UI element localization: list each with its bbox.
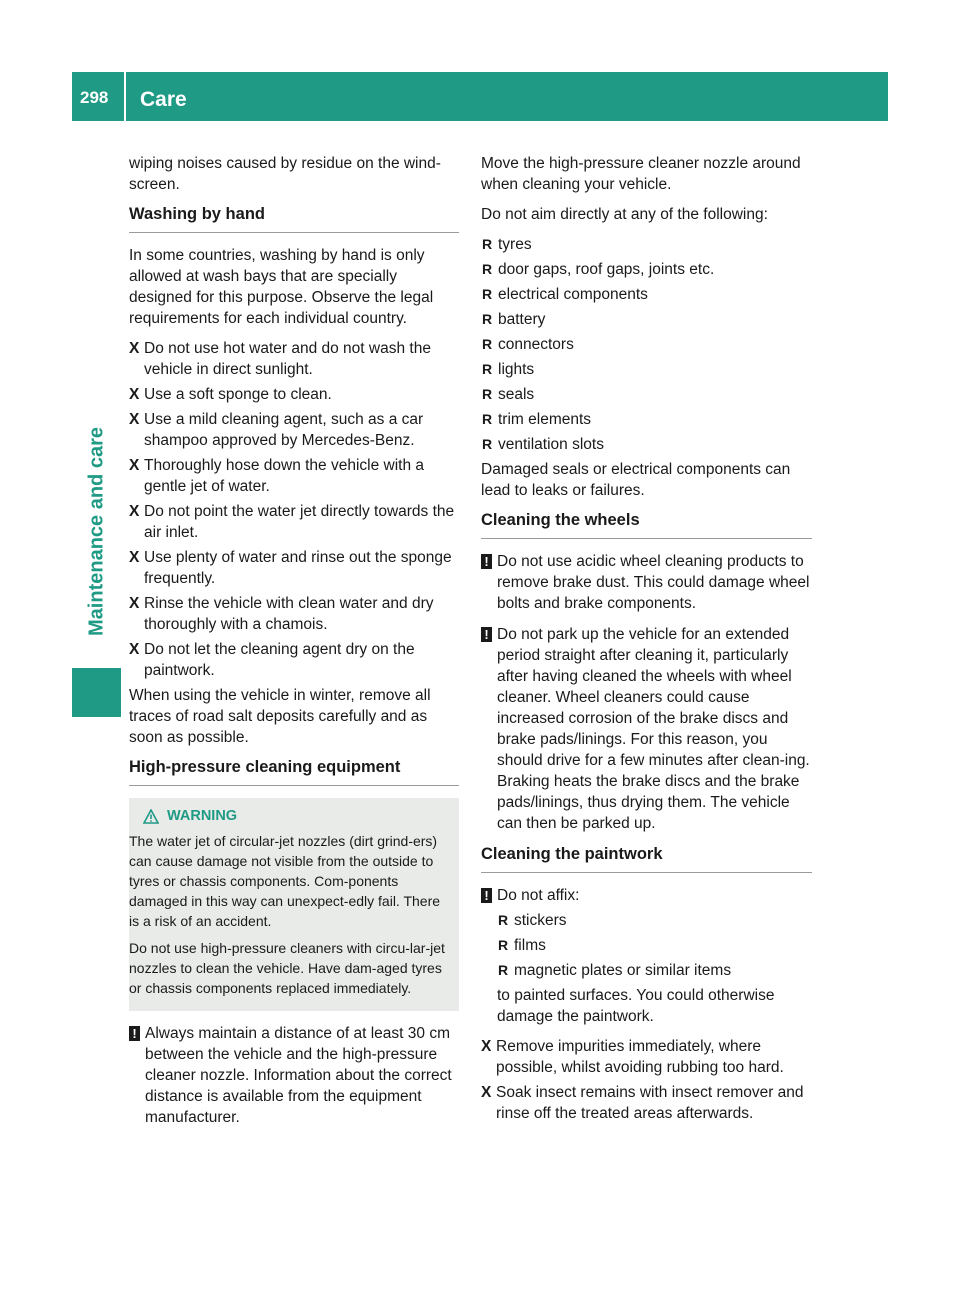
exclamation-icon: ! (129, 1026, 140, 1041)
warning-box (129, 798, 459, 1011)
bullet-marker-icon: R (482, 411, 493, 427)
exclamation-icon: ! (481, 554, 492, 569)
bullet-item: R lights (482, 361, 535, 378)
section-heading: Cleaning the paintwork (481, 844, 812, 873)
page-title: Care (140, 88, 187, 111)
note-item: ! Do not use acidic wheel cleaning products to remove brake dust. This could damage wheel bolts and brake components. (481, 551, 812, 614)
bullet-item: R tyres (482, 236, 532, 253)
bullet-marker-icon: R (498, 912, 509, 928)
bullet-item: R battery (482, 311, 546, 328)
bullet-marker-icon: R (498, 962, 509, 978)
step-marker-icon: X (129, 595, 140, 612)
step-item: X Use a mild cleaning agent, such as a car shampoo approved by Mercedes-Benz. (129, 411, 424, 449)
note-body (481, 910, 812, 1027)
step-item: X Do not point the water jet directly towards the air inlet. (129, 503, 455, 541)
bullet-item: R ventilation slots (482, 436, 604, 453)
side-tab-label: Maintenance and care (85, 427, 108, 636)
bullet-marker-icon: R (482, 336, 493, 352)
note-text: to painted surfaces. You could otherwise damage the paintwork. (497, 987, 775, 1025)
step-marker-icon: X (129, 411, 140, 428)
step-item: X Rinse the vehicle with clean water and dry thoroughly with a chamois. (129, 595, 434, 633)
section-heading: Cleaning the wheels (481, 510, 812, 539)
warning-header (143, 806, 451, 826)
bullet-item: R electrical components (482, 286, 648, 303)
bullet-item: R trim elements (482, 411, 592, 428)
bullet-item: R films (498, 937, 546, 954)
paragraph: Damaged seals or electrical components can lead to leaks or failures. (481, 461, 791, 499)
warning-text: Do not use high-pressure cleaners with circu-lar-jet nozzles to clean the vehicle. Have dam-aged tyres or chassis components replaced immediately. (129, 940, 445, 996)
step-marker-icon: X (129, 340, 140, 357)
bullet-marker-icon: R (482, 311, 493, 327)
note-item: ! Always maintain a distance of at least 30 cm between the vehicle and the high-pressure cleaner nozzle. Information about the correct distance is available from the equipment manufacturer. (129, 1023, 459, 1128)
step-item: X Remove impurities immediately, where possible, whilst avoiding rubbing too hard. (481, 1038, 784, 1076)
step-marker-icon: X (129, 549, 140, 566)
intro-text: wiping noises caused by residue on the wind-screen. (129, 155, 441, 193)
bullet-item: R door gaps, roof gaps, joints etc. (482, 261, 715, 278)
warning-icon (143, 809, 159, 824)
note-item: ! Do not park up the vehicle for an extended period straight after cleaning it, particularly after having cleaned the wheels with wheel cleaner. Wheel cleaners could cause increased corrosion of the brake discs and brake pads/linings. For this reason, you should drive for a few minutes after clean-ing. Braking heats the brake discs and the brake pads/linings, thus drying them. The vehicle can then be parked up. (481, 624, 812, 834)
section-heading: High-pressure cleaning equipment (129, 757, 459, 786)
bullet-item: R magnetic plates or similar items (498, 962, 732, 979)
bullet-marker-icon: R (482, 436, 493, 452)
step-marker-icon: X (129, 641, 140, 658)
bullet-marker-icon: R (482, 386, 493, 402)
exclamation-icon: ! (481, 627, 492, 642)
warning-label: WARNING (167, 808, 238, 824)
paragraph: In some countries, washing by hand is only allowed at wash bays that are specially designed for this purpose. Observe the legal requirements for each individual country. (129, 247, 434, 327)
right-column (481, 153, 812, 1128)
step-item: X Thoroughly hose down the vehicle with a gentle jet of water. (129, 457, 425, 495)
bullet-marker-icon: R (498, 937, 509, 953)
step-marker-icon: X (129, 386, 140, 403)
step-marker-icon: X (129, 503, 140, 520)
step-item: X Do not use hot water and do not wash the vehicle in direct sunlight. (129, 340, 431, 378)
step-item: X Do not let the cleaning agent dry on the paintwork. (129, 641, 415, 679)
bullet-marker-icon: R (482, 236, 493, 252)
step-marker-icon: X (129, 457, 140, 474)
step-item: X Soak insect remains with insect remover and rinse off the treated areas afterwards. (481, 1084, 804, 1122)
page-number: 298 (80, 88, 109, 107)
bullet-item: R connectors (482, 336, 574, 353)
step-item: X Use plenty of water and rinse out the sponge frequently. (129, 549, 452, 587)
bullet-marker-icon: R (482, 261, 493, 277)
note-item: ! Do not affix: (481, 885, 812, 906)
header-divider (124, 72, 126, 121)
warning-text: The water jet of circular-jet nozzles (dirt grind-ers) can cause damage not visible from the outside to tyres or chassis components. Com-ponents damaged in this way can unexpect-edly fail. There is a risk of an accident. (129, 833, 441, 929)
left-column (129, 153, 459, 1138)
bullet-marker-icon: R (482, 361, 493, 377)
paragraph: Do not aim directly at any of the following: (481, 206, 768, 223)
bullet-item: R seals (482, 386, 535, 403)
section-heading: Washing by hand (129, 204, 459, 233)
step-marker-icon: X (481, 1038, 492, 1055)
step-item: X Use a soft sponge to clean. (129, 386, 332, 403)
header-bar (72, 72, 888, 121)
paragraph: When using the vehicle in winter, remove all traces of road salt deposits carefully and as soon as possible. (129, 687, 431, 746)
bullet-marker-icon: R (482, 286, 493, 302)
paragraph: Move the high-pressure cleaner nozzle around when cleaning your vehicle. (481, 155, 801, 193)
side-tab-marker (72, 668, 121, 717)
step-marker-icon: X (481, 1084, 492, 1101)
bullet-item: R stickers (498, 912, 567, 929)
exclamation-icon: ! (481, 888, 492, 903)
